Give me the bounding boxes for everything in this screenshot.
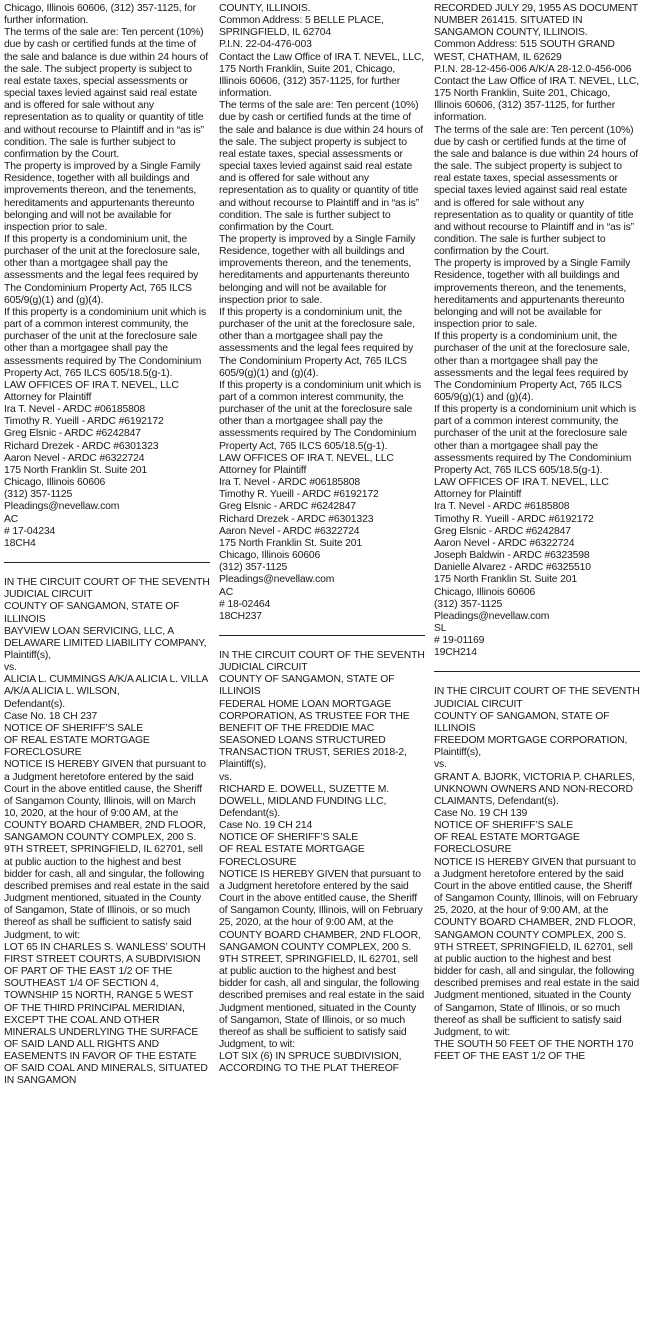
notice-line: Timothy R. Yueill - ARDC #6192172 [4, 416, 164, 428]
notice-divider [219, 635, 425, 636]
notice-line: IN THE CIRCUIT COURT OF THE SEVENTH JUDICIAL CIRCUIT [4, 577, 210, 601]
notice-line: NOTICE IS HEREBY GIVEN that pursuant to a Judgment heretofore entered by the said Court in the above entitled cause, the Sheriff of Sangamon County, Illinois, will on February 25, 2020, at the hour of 9:00 AM, at the COUNTY BOARD CHAMBER, 2ND FLOOR, SANGAMON COUNTY COMPLEX, 200 S. 9TH STREET, SPRINGFIELD, IL 62701, sell at public auction to the highest and best bidder for cash, all and singular, the following described premises and real estate in the said Judgment mentioned, situated in the County of Sangamon, State of Illinois, or so much thereof as shall be sufficient to satisfy said Judgment, to wit: [434, 856, 640, 1038]
notice-line: If this property is a condominium unit which is part of a common interest community, the purchaser of the unit at the foreclosure sale other than a mortgagee shall pay the assessments required by The Condominium Property Act, 765 ILCS 605/18.5(g-1). [219, 379, 422, 452]
notice-line: Aaron Nevel - ARDC #6322724 [219, 525, 360, 537]
notice-line: GRANT A. BJORK, VICTORIA P. CHARLES, UNKNOWN OWNERS AND NON-RECORD CLAIMANTS, Defendant(s). [434, 771, 635, 807]
notice-line: Aaron Nevel - ARDC #6322724 [434, 537, 575, 549]
notice-line: If this property is a condominium unit, the purchaser of the unit at the foreclosure sale, other than a mortgagee shall pay the assessments and the legal fees required by The Condominium Property Act, 765 ILCS 605/9(g)(1) and (g)(4). [219, 306, 415, 379]
notice-line: Chicago, Illinois 60606, (312) 357-1125, for further information. [4, 3, 196, 27]
notice-line: THE SOUTH 50 FEET OF THE NORTH 170 FEET OF THE EAST 1/2 OF THE [434, 1038, 634, 1063]
notice-line: Ira T. Nevel - ARDC #06185808 [219, 477, 361, 489]
notice-line: NOTICE OF SHERIFF’S SALE [219, 832, 359, 844]
notice-line: 18CH237 [219, 610, 262, 622]
notice-line: Contact the Law Office of IRA T. NEVEL, LLC, 175 North Franklin, Suite 201, Chicago, Illinois 60606, (312) 357-1125, for further information. [219, 51, 424, 100]
notice-line: 19CH214 [434, 647, 477, 659]
notice-line: Plaintiff(s), [434, 747, 481, 759]
notice-line: Aaron Nevel - ARDC #6322724 [4, 452, 145, 464]
notice-line: NOTICE OF SHERIFF’S SALE [434, 820, 574, 832]
notice-line: The terms of the sale are: Ten percent (10%) due by cash or certified funds at the time of the sale and balance is due within 24 hours of the sale. The subject property is subject to real estate taxes, special assessments or special taxes levied against said real estate and is offered for sale without any representation as to quality or quantity of title and without recourse to Plaintiff and in “as is” condition. The sale is further subject to confirmation by the Court. [4, 27, 208, 160]
legal-notice-block [4, 3, 210, 550]
notice-line: Case No. 19 CH 214 [219, 820, 313, 832]
notice-line: NOTICE IS HEREBY GIVEN that pursuant to a Judgment heretofore entered by the said Court in the above entitled cause, the Sheriff of Sangamon County, Illinois, will on February 25, 2020, at the hour of 9:00 AM, at the COUNTY BOARD CHAMBER, 2ND FLOOR, SANGAMON COUNTY COMPLEX, 200 S. 9TH STREET, SPRINGFIELD, IL 62701, sell at public auction to the highest and best bidder for cash, all and singular, the following described premises and real estate in the said Judgment mentioned, situated in the County of Sangamon, State of Illinois, or so much thereof as shall be sufficient to satisfy said Judgment, to wit: [219, 868, 425, 1050]
notice-line: If this property is a condominium unit which is part of a common interest community, the purchaser of the unit at the foreclosure sale other than a mortgagee shall pay the assessments required by The Condominium Property Act, 765 ILCS 605/18.5(g-1). [434, 404, 637, 476]
notice-line: The property is improved by a Single Family Residence, together with all buildings and improvements thereon, and the tenements, hereditaments and appurtenants thereunto belonging and will not be available for inspection prior to sale. [4, 161, 201, 233]
notice-line: Richard Drezek - ARDC #6301323 [4, 440, 159, 452]
notice-line: Richard Drezek - ARDC #6301323 [219, 513, 374, 525]
notice-line: LAW OFFICES OF IRA T. NEVEL, LLC [4, 379, 179, 391]
legal-notice-block [4, 577, 210, 1088]
notice-line: ALICIA L. CUMMINGS A/K/A ALICIA L. VILLA A/K/A ALICIA L. WILSON, [4, 674, 208, 698]
notice-line: COUNTY OF SANGAMON, STATE OF ILLINOIS [4, 601, 180, 625]
notice-line: Attorney for Plaintiff [4, 392, 92, 403]
legal-notice-block [434, 686, 640, 1063]
notice-line: The property is improved by a Single Family Residence, together with all buildings and improvements thereon, and the tenements, hereditaments and appurtenants thereunto belonging and will not be available for inspection prior to sale. [434, 258, 631, 331]
notice-line: 175 North Franklin St. Suite 201 [219, 537, 363, 549]
notice-line: (312) 357-1125 [4, 489, 73, 501]
notice-line: 18CH4 [4, 537, 36, 549]
notice-line: (312) 357-1125 [219, 562, 288, 574]
notice-line: Case No. 18 CH 237 [4, 710, 98, 722]
notice-line: LOT 65 IN CHARLES S. WANLESS’ SOUTH FIRST STREET COURTS, A SUBDIVISION OF PART OF THE EAST 1/2 OF THE SOUTHEAST 1/4 OF SECTION 4, TOWNSHIP 15 NORTH, RANGE 5 WEST OF THE THIRD PRINCIPAL MERIDIAN, EXCEPT THE COAL AND OTHER MINERALS UNDERLYING THE SURFACE OF SAID LAND ALL RIGHTS AND EASEMENTS IN FAVOR OF THE ESTATE OF SAID COAL AND MINERALS, SITUATED IN SANGAMON [4, 941, 208, 1087]
notice-line: Joseph Baldwin - ARDC #6323598 [434, 550, 590, 562]
notice-line: Case No. 19 CH 139 [434, 808, 528, 819]
notice-line: NOTICE IS HEREBY GIVEN that pursuant to a Judgment heretofore entered by the said Court in the above entitled cause, the Sheriff of Sangamon County, Illinois, will on March 10, 2020, at the hour of 9:00 AM, at the COUNTY BOARD CHAMBER, 2ND FLOOR, SANGAMON COUNTY COMPLEX, 200 S. 9TH STREET, SPRINGFIELD, IL 62701, sell at public auction to the highest and best bidder for cash, all and singular, the following described premises and real estate in the said Judgment mentioned, situated in the County of Sangamon, State of Illinois, or so much thereof as shall be sufficient to satisfy said Judgment, to wit: [4, 759, 210, 941]
notice-line: (312) 357-1125 [434, 598, 503, 610]
notice-line: OF REAL ESTATE MORTGAGE FORECLOSURE [434, 832, 580, 856]
notice-line: 175 North Franklin St. Suite 201 [434, 574, 578, 586]
notice-line: P.I.N. 22-04-476-003 [219, 39, 312, 51]
notice-line: Pleadings@nevellaw.com [434, 610, 550, 622]
notice-line: OF REAL ESTATE MORTGAGE FORECLOSURE [4, 735, 150, 759]
legal-notice-block [219, 650, 425, 1075]
notice-line: COUNTY OF SANGAMON, STATE OF ILLINOIS [434, 710, 610, 734]
notice-line: RICHARD E. DOWELL, SUZETTE M. DOWELL, MIDLAND FUNDING LLC, [219, 783, 389, 807]
notice-line: Chicago, Illinois 60606 [434, 586, 536, 598]
notice-line: NOTICE OF SHERIFF’S SALE [4, 722, 144, 734]
notice-line: The property is improved by a Single Family Residence, together with all buildings and improvements thereon, and the tenements, hereditaments and appurtenants thereunto belonging and will not be available for inspection prior to sale. [219, 233, 416, 306]
notice-line: RECORDED JULY 29, 1955 AS DOCUMENT NUMBER 261415. SITUATED IN SANGAMON COUNTY, ILLINOIS. [434, 3, 638, 39]
notice-line: Danielle Alvarez - ARDC #6325510 [434, 562, 591, 574]
notice-line: Ira T. Nevel - ARDC #06185808 [4, 404, 146, 416]
notice-line: IN THE CIRCUIT COURT OF THE SEVENTH JUDICIAL CIRCUIT [219, 649, 425, 674]
notice-line: BAYVIEW LOAN SERVICING, LLC, A DELAWARE LIMITED LIABILITY COMPANY, [4, 625, 207, 649]
notice-line: Ira T. Nevel - ARDC #6185808 [434, 501, 570, 513]
notice-line: Greg Elsnic - ARDC #6242847 [434, 525, 571, 537]
notice-line: FREEDOM MORTGAGE CORPORATION, [434, 735, 628, 747]
notice-line: # 19-01169 [434, 635, 485, 647]
notice-line: vs. [4, 662, 17, 674]
notice-line: LOT SIX (6) IN SPRUCE SUBDIVISION, ACCORDING TO THE PLAT THEREOF [219, 1051, 402, 1075]
notice-line: vs. [434, 759, 447, 771]
notice-divider [4, 562, 210, 563]
notice-line: # 18-02464 [219, 598, 271, 610]
notice-line: Attorney for Plaintiff [434, 489, 522, 501]
notice-line: Contact the Law Office of IRA T. NEVEL, LLC, 175 North Franklin, Suite 201, Chicago, Illinois 60606, (312) 357-1125, for further information. [434, 75, 639, 124]
notice-line: OF REAL ESTATE MORTGAGE FORECLOSURE [219, 844, 365, 868]
notice-line: The terms of the sale are: Ten percent (10%) due by cash or certified funds at the time of the sale and balance is due within 24 hours of the sale. The subject property is subject to real estate taxes, special assessments or special taxes levied against said real estate and is offered for sale without any representation as to quality or quantity of title and without recourse to Plaintiff and in “as is” condition. The sale is further subject to confirmation by the Court. [219, 100, 423, 233]
notice-line: LAW OFFICES OF IRA T. NEVEL, LLC [219, 452, 394, 464]
text-column-1 [4, 3, 210, 1323]
notice-line: COUNTY, ILLINOIS. [219, 3, 311, 14]
notice-line: The terms of the sale are: Ten percent (10%) due by cash or certified funds at the time of the sale and balance is due within 24 hours of the sale. The subject property is subject to real estate taxes, special assessments or special taxes levied against said real estate and is offered for sale without any representation as to quality or quantity of title and without recourse to Plaintiff and in “as is” condition. The sale is further subject to confirmation by the Court. [434, 124, 638, 258]
notice-line: Chicago, Illinois 60606 [219, 550, 321, 562]
notice-line: If this property is a condominium unit, the purchaser of the unit at the foreclosure sale, other than a mortgagee shall pay the assessments and the legal fees required by The Condominium Property Act, 765 ILCS 605/9(g)(1) and (g)(4). [4, 233, 200, 306]
notice-line: AC [219, 586, 234, 598]
notice-line: LAW OFFICES OF IRA T. NEVEL, LLC [434, 477, 609, 489]
notice-line: Defendant(s). [4, 698, 66, 710]
notice-line: Common Address: 515 SOUTH GRAND WEST, CHATHAM, IL 62629 [434, 39, 615, 63]
notice-line: Attorney for Plaintiff [219, 464, 307, 476]
notice-line: Timothy R. Yueill - ARDC #6192172 [219, 489, 379, 501]
notice-line: # 17-04234 [4, 525, 56, 537]
notice-line: FEDERAL HOME LOAN MORTGAGE CORPORATION, AS TRUSTEE FOR THE BENEFIT OF THE FREDDIE MAC SEASONED LOANS STRUCTURED TRANSACTION TRUST, SERIES 2018-2, [219, 698, 410, 759]
legal-notice-block [434, 3, 640, 659]
notice-line: P.I.N. 28-12-456-006 A/K/A 28-12.0-456-006 [434, 63, 632, 75]
legal-notice-block [219, 3, 425, 623]
text-column-3 [434, 3, 640, 1323]
notice-line: COUNTY OF SANGAMON, STATE OF ILLINOIS [219, 674, 395, 698]
notice-line: Greg Elsnic - ARDC #6242847 [219, 501, 356, 513]
notice-line: 175 North Franklin St. Suite 201 [4, 464, 148, 476]
notice-line: If this property is a condominium unit which is part of a common interest community, the purchaser of the unit at the foreclosure sale other than a mortgagee shall pay the assessments required by The Condominium Property Act, 765 ILCS 605/18.5(g-1). [4, 306, 207, 379]
notice-line: Plaintiff(s), [4, 649, 51, 661]
notice-line: Common Address: 5 BELLE PLACE, SPRINGFIELD, IL 62704 [219, 15, 384, 39]
notice-line: If this property is a condominium unit, the purchaser of the unit at the foreclosure sale, other than a mortgagee shall pay the assessments and the legal fees required by The Condominium Property Act, 765 ILCS 605/9(g)(1) and (g)(4). [434, 331, 630, 403]
notice-line: IN THE CIRCUIT COURT OF THE SEVENTH JUDICIAL CIRCUIT [434, 686, 640, 710]
notice-line: AC [4, 513, 19, 525]
notice-line: Timothy R. Yueill - ARDC #6192172 [434, 513, 594, 525]
notice-line: Plaintiff(s), [219, 759, 266, 771]
notice-line: Greg Elsnic - ARDC #6242847 [4, 428, 141, 440]
text-column-2 [219, 3, 425, 1323]
notice-line: Chicago, Illinois 60606 [4, 477, 106, 489]
notice-line: SL [434, 622, 447, 634]
notice-line: vs. [219, 771, 232, 783]
notice-line: Defendant(s). [219, 808, 281, 819]
notice-line: Pleadings@nevellaw.com [4, 501, 120, 513]
notice-divider [434, 671, 640, 672]
notice-line: Pleadings@nevellaw.com [219, 574, 335, 586]
